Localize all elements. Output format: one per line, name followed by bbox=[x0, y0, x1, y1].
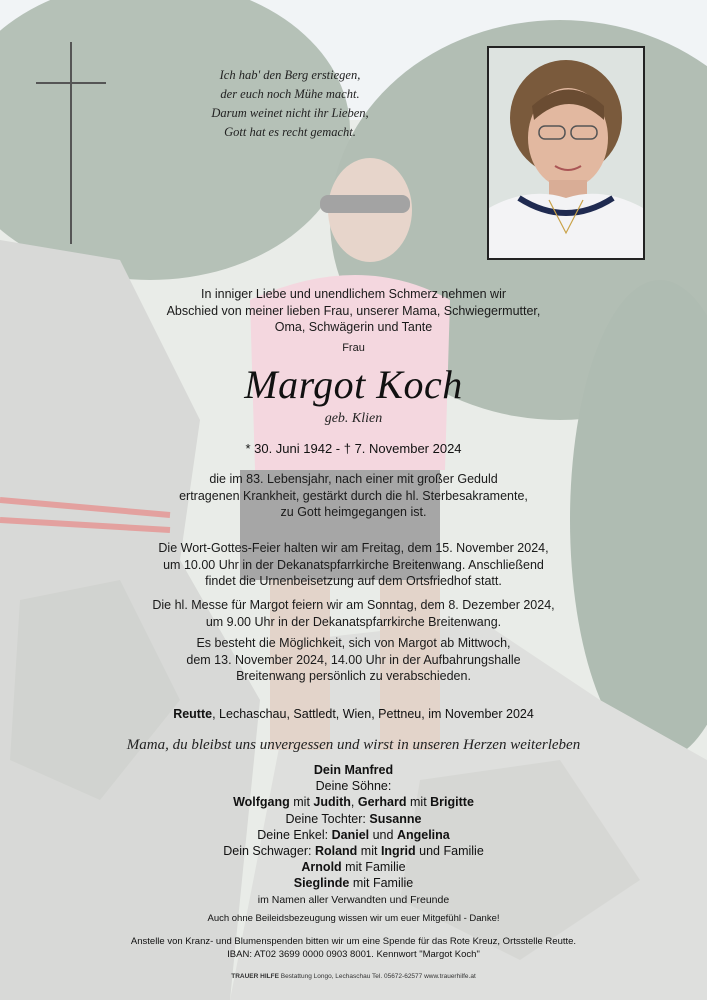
intro-line: Abschied von meiner lieben Frau, unserer Mama, Schwiegermutter, bbox=[166, 303, 541, 318]
deceased-name: Margot Koch bbox=[244, 362, 463, 407]
grandchild-name: Angelina bbox=[396, 827, 450, 842]
son-partner-name: Brigitte bbox=[430, 795, 474, 810]
poem-line: Ich hab' den Berg erstiegen, bbox=[219, 68, 361, 82]
connector-text: mit bbox=[360, 844, 378, 859]
connector-text: mit Familie bbox=[352, 876, 414, 891]
daughter-name: Susanne bbox=[369, 811, 422, 826]
mass-text bbox=[80, 597, 627, 630]
undertaker-credit bbox=[20, 973, 687, 980]
thanks-line bbox=[20, 913, 687, 926]
sons-label: Deine Söhne: bbox=[315, 779, 392, 794]
poem-line: der euch noch Mühe macht. bbox=[220, 87, 360, 101]
son-name: Wolfgang bbox=[233, 795, 290, 810]
relatives-line: im Namen aller Verwandten und Freunde bbox=[257, 893, 450, 906]
birth-name: geb. Klien bbox=[324, 411, 383, 426]
relative-name: Arnold bbox=[301, 860, 342, 875]
brother-in-law-label: Dein Schwager: bbox=[223, 844, 312, 859]
place-rest: , Lechaschau, Sattledt, Wien, Pettneu, im November 2024 bbox=[212, 707, 534, 721]
brother-in-law-partner: Ingrid bbox=[380, 844, 416, 859]
portrait-photo bbox=[487, 46, 645, 260]
farewell-text bbox=[80, 635, 627, 685]
poem bbox=[150, 66, 430, 142]
ceremony-line: findet die Urnenbeisetzung auf dem Ortsfriedhof statt. bbox=[205, 574, 502, 589]
connector-text: mit bbox=[293, 795, 310, 810]
passing-line: ertragenen Krankheit, gestärkt durch die hl. Sterbesakramente, bbox=[179, 488, 528, 503]
son-name: Gerhard bbox=[357, 795, 407, 810]
relative-name: Sieglinde bbox=[293, 876, 350, 891]
farewell-line: dem 13. November 2024, 14.00 Uhr in der Aufbahrungshalle bbox=[186, 652, 521, 667]
mass-line: um 9.00 Uhr in der Dekanatspfarrkirche Breitenwang. bbox=[205, 614, 502, 629]
undertaker-brand: TRAUER HILFE bbox=[231, 973, 279, 980]
farewell-line: Breitenwang persönlich zu verabschieden. bbox=[236, 669, 471, 684]
son-partner-name: Judith bbox=[313, 795, 351, 810]
undertaker-text: Bestattung Longo, Lechaschau Tel. 05672-62577 www.trauerhilfe.at bbox=[278, 973, 476, 980]
ceremony-text bbox=[80, 540, 627, 590]
intro-line: Oma, Schwägerin und Tante bbox=[274, 320, 433, 335]
thanks-text: Auch ohne Beileidsbezeugung wissen wir um euer Mitgefühl - Danke! bbox=[207, 913, 500, 924]
brother-in-law-name: Roland bbox=[314, 844, 358, 859]
motto: Mama, du bleibst uns unvergessen und wirst in unseren Herzen weiterleben bbox=[126, 737, 581, 753]
life-dates: * 30. Juni 1942 - † 7. November 2024 bbox=[245, 441, 462, 456]
mass-line: Die hl. Messe für Margot feiern wir am Sonntag, dem 8. Dezember 2024, bbox=[152, 598, 555, 612]
grandchild-name: Daniel bbox=[331, 827, 370, 842]
poem-line: Gott hat es recht gemacht. bbox=[224, 125, 356, 139]
poem-line: Darum weinet nicht ihr Lieben, bbox=[211, 106, 369, 120]
place-town: Reutte bbox=[173, 707, 213, 721]
intro-line: In inniger Liebe und unendlichem Schmerz nehmen wir bbox=[200, 287, 507, 301]
donation-text: Anstelle von Kranz- und Blumenspenden bitten wir um eine Spende für das Rote Kreuz, Ortsstelle Reutte. bbox=[130, 936, 577, 947]
ceremony-line: Die Wort-Gottes-Feier halten wir am Freitag, dem 15. November 2024, bbox=[158, 541, 549, 555]
ceremony-line: um 10.00 Uhr in der Dekanatspfarrkirche Breitenwang. Anschließend bbox=[163, 557, 544, 572]
salutation: Frau bbox=[342, 342, 365, 354]
donation-info bbox=[20, 936, 687, 961]
husband: Dein Manfred bbox=[313, 763, 394, 777]
cross-symbol-horizontal bbox=[36, 82, 106, 84]
connector-text: mit bbox=[410, 795, 427, 810]
daughter-label: Deine Tochter: bbox=[285, 811, 366, 826]
connector-text: und bbox=[372, 827, 394, 842]
intro-text bbox=[80, 286, 627, 336]
cross-symbol-vertical bbox=[70, 42, 72, 244]
passing-line: die im 83. Lebensjahr, nach einer mit großer Geduld bbox=[209, 472, 498, 486]
connector-text: mit Familie bbox=[345, 860, 406, 875]
iban-text: IBAN: AT02 3699 0000 0903 8001. Kennwort "Margot Koch" bbox=[227, 948, 480, 960]
passing-line: zu Gott heimgegangen ist. bbox=[280, 505, 427, 520]
connector-text: und Familie bbox=[419, 844, 484, 859]
passing-text bbox=[80, 471, 627, 521]
grandchildren-label: Deine Enkel: bbox=[257, 827, 329, 842]
place-and-date bbox=[80, 707, 627, 721]
family-list: Dein Manfred Deine Söhne: Wolfgang mit Judith, Gerhard mit Brigitte Deine Tochter: Susanne Deine Enkel: Daniel und Angelina Dein Schwager: Roland mit Ingrid und Familie Arnold mit Familie Sieglinde mit Familie im Namen aller Verwandten und Freunde bbox=[80, 762, 627, 908]
farewell-line: Es besteht die Möglichkeit, sich von Margot ab Mittwoch, bbox=[196, 636, 511, 650]
